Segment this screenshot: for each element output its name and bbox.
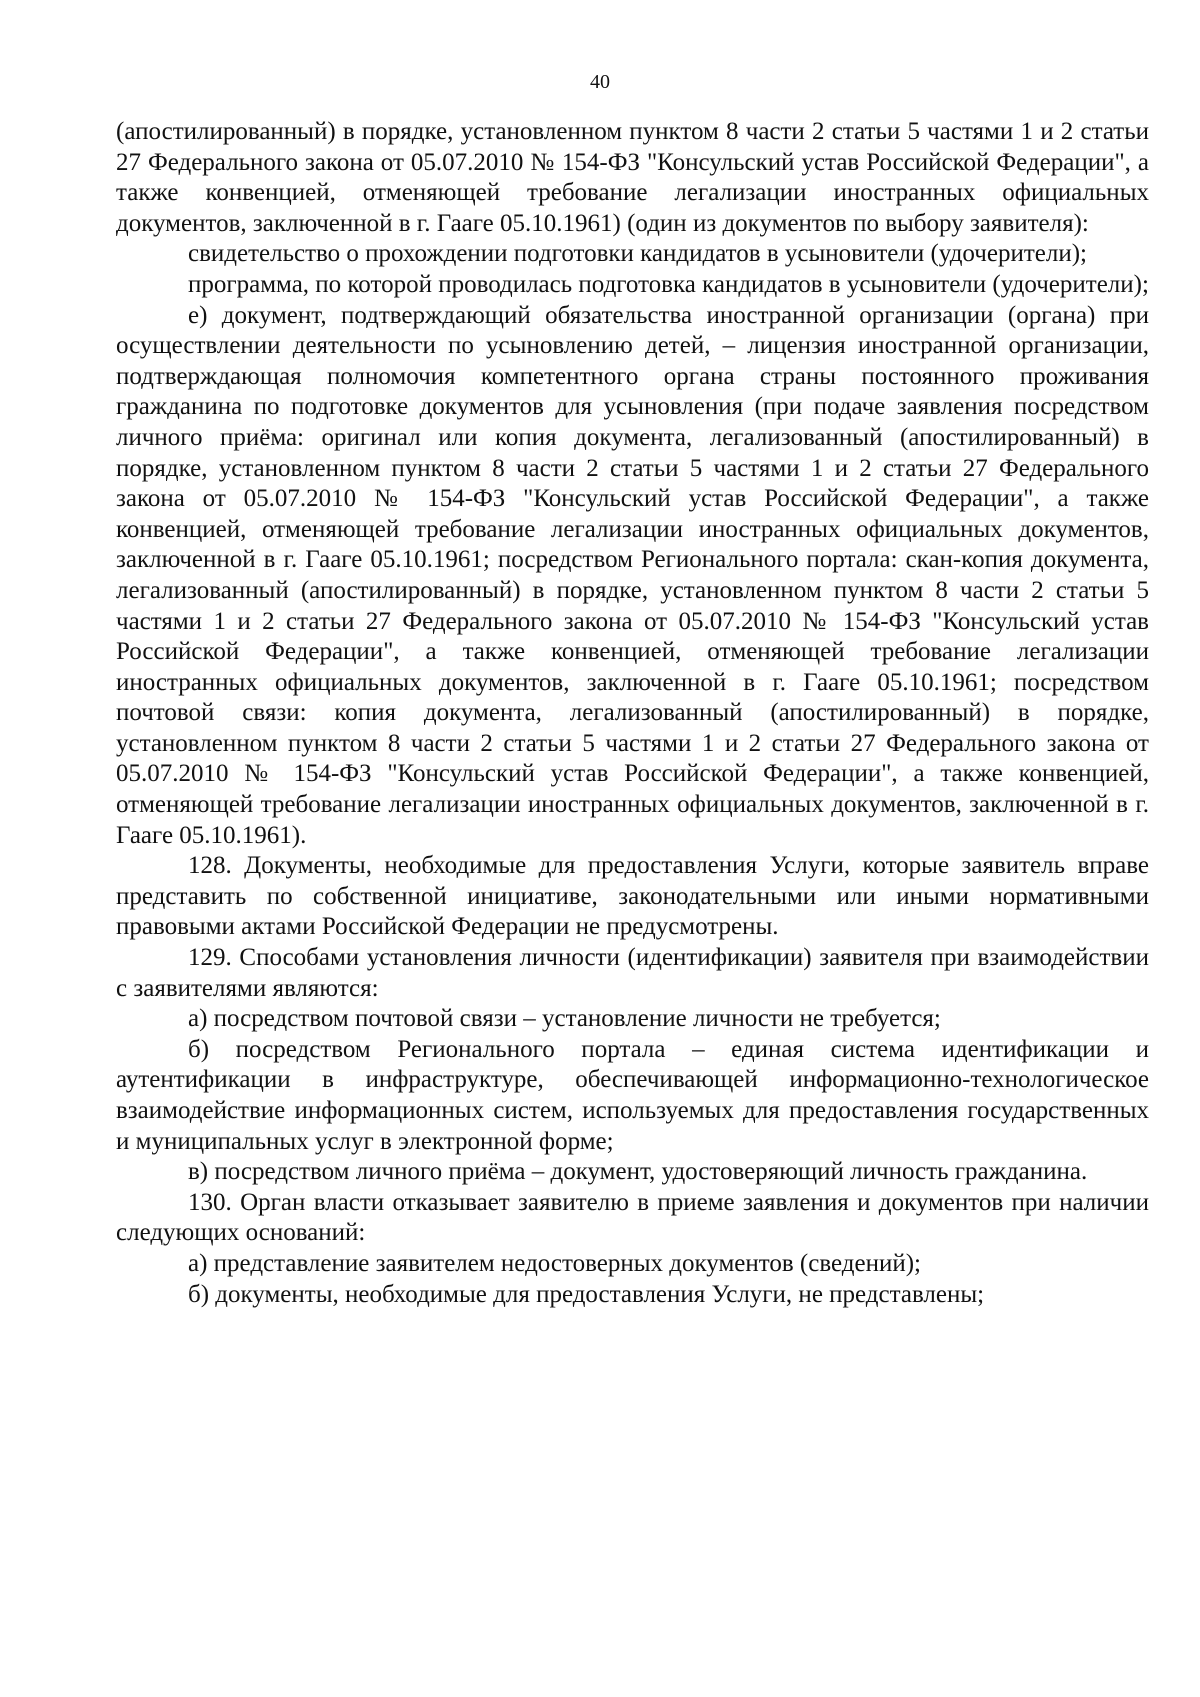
paragraph-129-b: б) посредством Регионального портала – единая система идентификации и аутентификации в инфраструктуре, обеспечивающей информационно-технологическое взаимодействие информационных систем, используемых для предоставления государственных и муниципальных услуг в электронной форме;: [116, 1035, 1149, 1155]
paragraph-130-a: а) представление заявителем недостоверных документов (сведений);: [188, 1249, 921, 1277]
document-body: [116, 117, 1149, 1310]
paragraph-129-a: а) посредством почтовой связи – установление личности не требуется;: [188, 1005, 941, 1033]
paragraph-130-b: б) документы, необходимые для предоставления Услуги, не представлены;: [188, 1280, 985, 1308]
paragraph-128: 128. Документы, необходимые для предоставления Услуги, которые заявитель вправе представить по собственной инициативе, законодательными или иными нормативными правовыми актами Российской Федерации не предусмотрены.: [116, 852, 1149, 941]
paragraph-item-e: е) документ, подтверждающий обязательства иностранной организации (органа) при осуществлении деятельности по усыновлению детей, – лицензия иностранной организации, подтверждающая полномочия компетентного органа страны постоянного проживания гражданина по подготовке документов для усыновления (при подаче заявления посредством личного приёма: оригинал или копия документа, легализованный (апостилированный) в порядке, установленном пунктом 8 части 2 статьи 5 частями 1 и 2 статьи 27 Федерального закона от 05.07.2010 № 154-ФЗ "Консульский устав Российской Федерации", а также конвенцией, отменяющей требование легализации иностранных официальных документов, заключенной в г. Гааге 05.10.1961; посредством Регионального портала: скан-копия документа, легализованный (апостилированный) в порядке, установленном пунктом 8 части 2 статьи 5 частями 1 и 2 статьи 27 Федерального закона от 05.07.2010 № 154-ФЗ "Консульский устав Российской Федерации", а также конвенцией, отменяющей требование легализации иностранных официальных документов, заключенной в г. Гааге 05.10.1961; посредством почтовой связи: копия документа, легализованный (апостилированный) в порядке, установленном пунктом 8 части 2 статьи 5 частями 1 и 2 статьи 27 Федерального закона от 05.07.2010 № 154-ФЗ "Консульский устав Российской Федерации", а также конвенцией, отменяющей требование легализации иностранных официальных документов, заключенной в г. Гааге 05.10.1961).: [116, 301, 1149, 849]
paragraph-129-v: в) посредством личного приёма – документ, удостоверяющий личность гражданина.: [188, 1158, 1088, 1186]
paragraph-training-certificate: свидетельство о прохождении подготовки кандидатов в усыновители (удочерители);: [188, 240, 1087, 268]
paragraph-129: 129. Способами установления личности (идентификации) заявителя при взаимодействии с заявителями являются:: [116, 944, 1149, 1002]
page-number: 40: [590, 71, 610, 93]
paragraph-130: 130. Орган власти отказывает заявителю в приеме заявления и документов при наличии следующих оснований:: [116, 1188, 1149, 1247]
paragraph-continuation: (апостилированный) в порядке, установленном пунктом 8 части 2 статьи 5 частями 1 и 2 статьи 27 Федерального закона от 05.07.2010 № 154-ФЗ "Консульский устав Российской Федерации", а также конвенцией, отменяющей требование легализации иностранных официальных документов, заключенной в г. Гааге 05.10.1961) (один из документов по выбору заявителя):: [116, 118, 1149, 237]
paragraph-training-program: программа, по которой проводилась подготовка кандидатов в усыновители (удочерители);: [188, 270, 1149, 298]
